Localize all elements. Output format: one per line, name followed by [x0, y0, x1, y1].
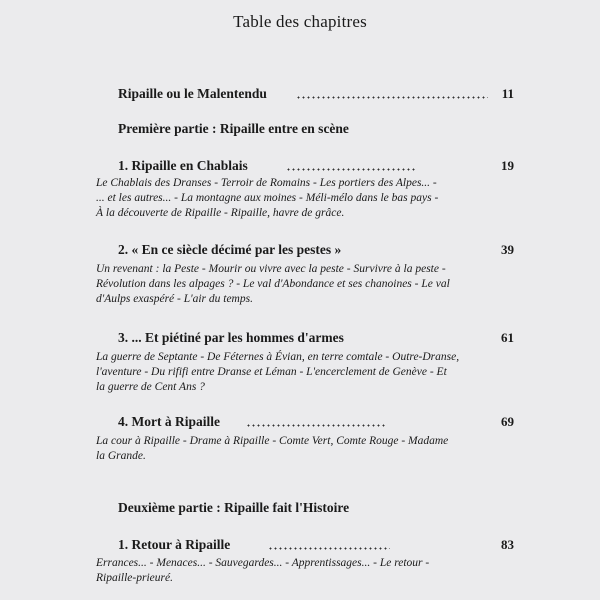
- leader-dots: [268, 537, 390, 553]
- part-heading-2: Deuxième partie : Ripaille fait l'Histoire: [118, 500, 350, 515]
- entry-title: 1. Retour à Ripaille: [118, 537, 231, 552]
- part-heading-1: Première partie : Ripaille entre en scène: [118, 121, 349, 136]
- page-title: Table des chapitres: [233, 12, 367, 31]
- entry-page: 83: [501, 537, 514, 552]
- chapter-summary: [96, 556, 516, 586]
- toc-entry-chapter[interactable]: [118, 414, 514, 430]
- summary-line: La guerre de Septante - De Féternes à Évian, en terre comtale - Outre-Dranse,: [96, 351, 460, 363]
- chapter-summary: [96, 176, 516, 220]
- toc-entry-chapter[interactable]: [118, 330, 514, 346]
- entry-page: 11: [501, 86, 514, 101]
- summary-line: d'Aulps exaspéré - L'air du temps.: [96, 292, 253, 305]
- summary-line: la Grande.: [96, 449, 146, 462]
- toc-entry-intro[interactable]: [118, 86, 514, 102]
- chapter-summary: [96, 350, 516, 394]
- summary-line: Errances... - Menaces... - Sauvegardes... - Apprentissages... - Le retour -: [96, 557, 430, 569]
- entry-page: 19: [501, 158, 514, 173]
- summary-line: Révolution dans les alpages ? - Le val d'Abondance et ses chanoines - Le val: [96, 277, 450, 290]
- toc-entry-chapter[interactable]: [118, 158, 514, 174]
- entry-title: 2. « En ce siècle décimé par les pestes »: [118, 242, 342, 257]
- chapter-summary: [96, 434, 516, 464]
- leader-dots: [246, 414, 386, 430]
- leader-dots: [296, 86, 488, 102]
- entry-title: 1. Ripaille en Chablais: [118, 158, 248, 173]
- summary-line: La cour à Ripaille - Drame à Ripaille - Comte Vert, Comte Rouge - Madame: [96, 435, 449, 447]
- entry-page: 39: [501, 242, 514, 257]
- entry-page: 61: [501, 330, 514, 345]
- summary-line: Le Chablais des Dranses - Terroir de Romains - Les portiers des Alpes... -: [96, 177, 437, 189]
- entry-title: 4. Mort à Ripaille: [118, 414, 220, 429]
- entry-page: 69: [501, 414, 514, 429]
- summary-line: ... et les autres... - La montagne aux moines - Méli-mélo dans le bas pays -: [96, 191, 439, 204]
- summary-line: Un revenant : la Peste - Mourir ou vivre avec la peste - Survivre à la peste -: [96, 263, 446, 275]
- leader-dots: [286, 158, 416, 174]
- summary-line: À la découverte de Ripaille - Ripaille, havre de grâce.: [96, 206, 345, 219]
- summary-line: l'aventure - Du rififi entre Dranse et Léman - L'encerclement de Genève - Et: [96, 365, 447, 378]
- toc-entry-chapter[interactable]: [118, 242, 514, 258]
- toc-entry-chapter[interactable]: [118, 537, 514, 553]
- chapter-summary: [96, 262, 516, 306]
- summary-line: Ripaille-prieuré.: [96, 571, 173, 584]
- summary-line: la guerre de Cent Ans ?: [96, 380, 205, 393]
- entry-title: Ripaille ou le Malentendu: [118, 86, 267, 101]
- entry-title: 3. ... Et piétiné par les hommes d'armes: [118, 330, 344, 345]
